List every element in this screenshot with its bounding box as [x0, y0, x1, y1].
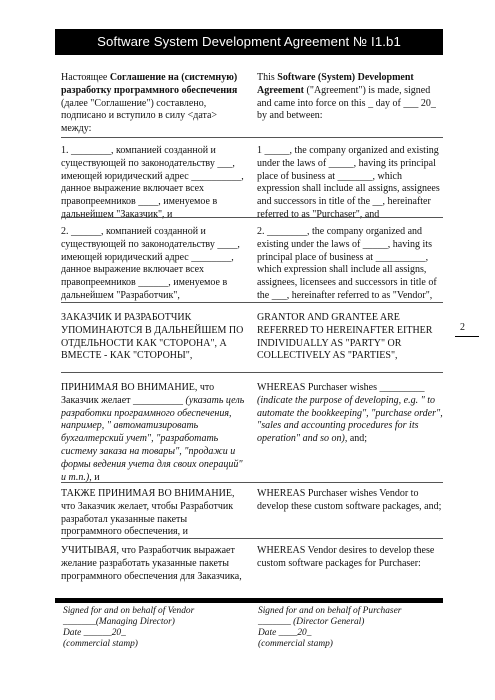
signature-line: _______(Managing Director): [63, 617, 175, 627]
signature-rule: [55, 598, 443, 603]
signature-vendor: [63, 606, 248, 650]
clause-en: [257, 488, 443, 514]
clause-text: [257, 312, 443, 363]
clause-text: [257, 488, 443, 514]
clause-en: [257, 382, 443, 446]
clause-ru: [61, 488, 249, 539]
clause-party-2: [61, 217, 443, 301]
bold-text: Соглашение на (системную) разработку программного обеспечения: [61, 72, 238, 96]
clause-parties-definition: [61, 302, 443, 362]
text-run: ТАКЖЕ ПРИНИМАЯ ВО ВНИМАНИЕ, что Заказчик желает, чтобы Разработчик разработал указанные пакеты программного обеспечения, и: [61, 488, 235, 538]
clause-whereas-3: [61, 538, 443, 582]
clause-text: [257, 145, 443, 222]
signature-date: Date ____20_: [258, 628, 312, 638]
clause-text: [257, 545, 443, 571]
clause-ru: [61, 312, 249, 363]
page-number-underline: [455, 336, 479, 337]
document-title: Software System Development Agreement № I1.b1: [55, 29, 443, 55]
clause-text: [61, 226, 249, 303]
clause-ru: [61, 382, 249, 484]
text-run: , и: [89, 471, 100, 483]
clause-whereas-2: [61, 482, 443, 538]
clause-text: [257, 72, 443, 123]
signature-line: _______ (Director General): [258, 617, 365, 627]
clause-text: [61, 488, 249, 539]
text-run: WHEREAS Purchaser wishes _________: [257, 382, 425, 393]
page-number: 2: [460, 322, 465, 333]
text-run: 1. ________, компанией созданной и существующей по законодательству ___, имеющей юридический адрес __________, данное выражение включает всех правопреемников ____, именуемое в дальнейшем "Заказчик", и: [61, 145, 244, 220]
text-run: ЗАКАЗЧИК И РАЗРАБОТЧИК УПОМИНАЮТСЯ В ДАЛЬНЕЙШЕМ ПО ОТДЕЛЬНОСТИ КАК "СТОРОНА", А ВМЕСТЕ - КАК "СТОРОНЫ",: [61, 312, 244, 362]
clause-en: [257, 145, 443, 222]
clause-en: [257, 545, 443, 571]
text-run: 2. ______, компанией созданной и существующей по законодательству ____, имеющей юридический адрес ________, данное выражение включает всех правопреемников ______, именуемое в дальнейшем "Разработчик",: [61, 226, 240, 301]
text-run: WHEREAS Vendor desires to develop these custom software packages for Purchaser:: [257, 545, 435, 569]
italic-text: (indicate the purpose of developing, e.g. " to automate the bookkeeping", "purchase order", "sales and accounting procedures for its operation" and so on): [257, 394, 443, 445]
text-run: This: [257, 72, 278, 83]
text-run: (далее "Соглашение") составлено, подписано и вступило в силу <дата> между:: [61, 97, 218, 135]
clause-text: [257, 382, 443, 446]
clause-text: [61, 72, 249, 136]
clause-text: [61, 312, 249, 363]
clause-ru: [61, 545, 249, 583]
clause-ru: [61, 226, 249, 303]
text-run: УЧИТЫВАЯ, что Разработчик выражает желание разработать указанные пакеты программного обеспечения для Заказчика,: [61, 545, 242, 582]
bold-text: Software (System) Development Agreement: [257, 72, 414, 96]
text-run: ПРИНИМАЯ ВО ВНИМАНИЕ, что Заказчик желает __________: [61, 382, 215, 406]
signature-line: Signed for and on behalf of Vendor: [63, 606, 195, 616]
text-run: Настоящее: [61, 72, 110, 83]
signature-stamp: (commercial stamp): [63, 639, 138, 649]
clause-en: [257, 312, 443, 363]
clause-ru: [61, 145, 249, 222]
clause-whereas-1: [61, 372, 443, 483]
signature-line: Signed for and on behalf of Purchaser: [258, 606, 402, 616]
clause-text: [61, 382, 249, 484]
text-run: 1 _____, the company organized and existing under the laws of _____, having its principal place of business at _______, which expression shall include all assigns, assignees and successors in title of the __, hereinafter referred to as "Purchaser", and: [257, 145, 440, 220]
signature-purchaser: [258, 606, 443, 650]
clause-text: [61, 545, 249, 583]
clause-en: [257, 226, 443, 303]
italic-text: (указать цель разработки программного обеспечения, например, " автоматизировать бухгалтерский учет", "разработать систему заказа на товары", "продажи и формы ведения учета для своих операций" и т.п.): [61, 394, 245, 483]
text-run: 2. ________, the company organized and existing under the laws of _____, having its principal place of business at __________, which expression shall include all assigns, assignees, licensees and successors in title of the ___, hereinafter referred to as "Vendor",: [257, 226, 437, 301]
clause-ru: [61, 72, 249, 136]
text-run: , and;: [344, 433, 368, 445]
signature-date: Date ______20_: [63, 628, 126, 638]
text-run: ("Agreement") is made, signed and came into force on this _ day of ___ 20_ by and between:: [257, 84, 436, 122]
clause-party-1: [61, 137, 443, 220]
text-run: GRANTOR AND GRANTEE ARE REFERRED TO HEREINAFTER EITHER INDIVIDUALLY AS "PARTY" OR COLLECTIVELY AS "PARTIES",: [257, 312, 433, 362]
clause-text: [61, 145, 249, 222]
clause-text: [257, 226, 443, 303]
clause-en: [257, 72, 443, 123]
text-run: WHEREAS Purchaser wishes Vendor to develop these custom software packages, and;: [257, 488, 442, 512]
signature-stamp: (commercial stamp): [258, 639, 333, 649]
